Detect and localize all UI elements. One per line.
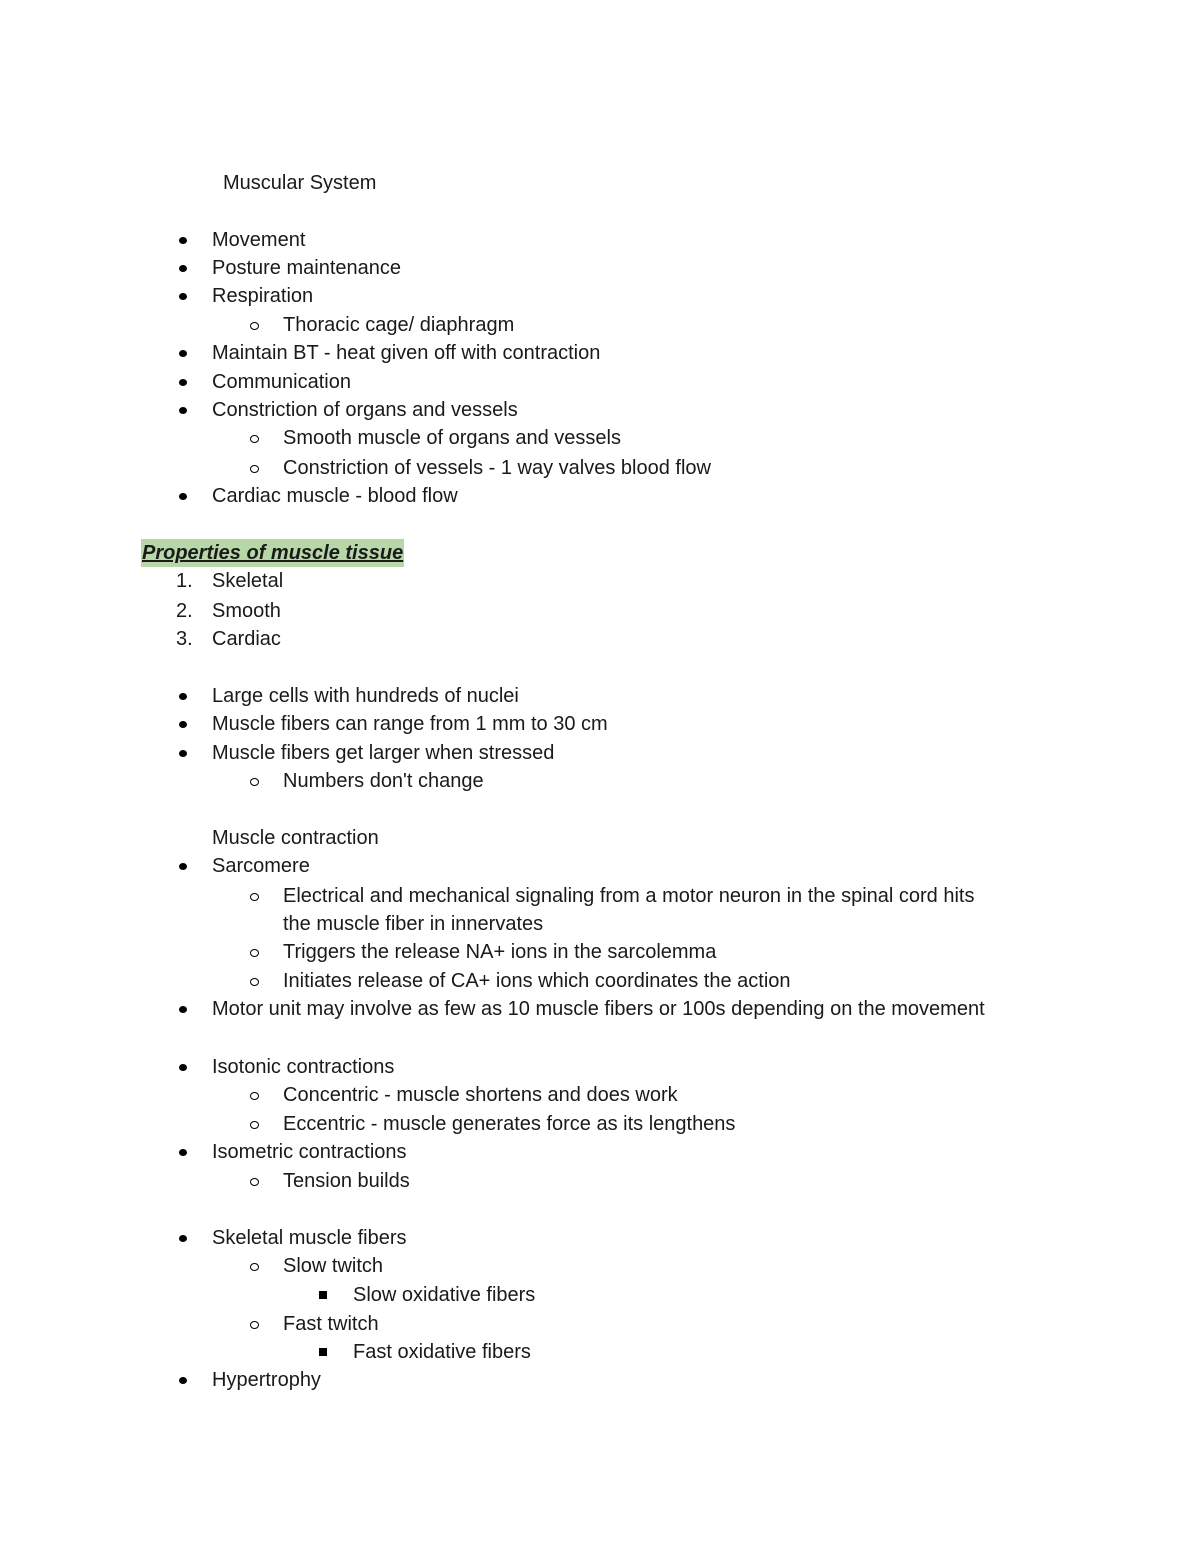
list-item-text: Electrical and mechanical signaling from a motor neuron in the spinal cord hits <box>283 885 975 907</box>
list-number: 2. <box>176 600 193 622</box>
square-bullet-icon <box>319 1291 327 1299</box>
sub-list-item <box>0 1110 1200 1138</box>
list-item <box>0 226 1200 254</box>
sub-list-item <box>0 424 1200 452</box>
sub-list-item <box>0 1310 1200 1338</box>
list-item-text: Slow oxidative fibers <box>353 1284 536 1306</box>
list-item-text: Sarcomere <box>212 855 310 877</box>
bullet-icon <box>179 721 187 728</box>
list-item-text: Triggers the release NA+ ions in the sarcolemma <box>283 941 717 963</box>
list-item-text: Cardiac <box>212 628 281 650</box>
hollow-bullet-icon <box>250 322 259 330</box>
list-item <box>0 682 1200 710</box>
bullet-icon <box>179 237 187 244</box>
bullet-icon <box>179 350 187 357</box>
hollow-bullet-icon <box>250 893 259 901</box>
list-item <box>0 482 1200 510</box>
list-item-text: Skeletal muscle fibers <box>212 1227 407 1249</box>
square-bullet-icon <box>319 1348 327 1356</box>
list-item <box>0 339 1200 367</box>
list-item-text: Motor unit may involve as few as 10 muscle fibers or 100s depending on the movement <box>212 998 985 1020</box>
list-item <box>0 282 1200 310</box>
list-item-text: Posture maintenance <box>212 257 402 279</box>
bullet-icon <box>179 1149 187 1156</box>
list-item-text: Fast oxidative fibers <box>353 1341 531 1363</box>
list-item <box>0 852 1200 880</box>
list-item-text: Communication <box>212 371 351 393</box>
list-item-text: Isometric contractions <box>212 1141 407 1163</box>
sub-list-item <box>0 967 1200 995</box>
bullet-icon <box>179 693 187 700</box>
numbered-item <box>0 567 1200 595</box>
list-item <box>0 1366 1200 1394</box>
hollow-bullet-icon <box>250 435 259 443</box>
bullet-icon <box>179 407 187 414</box>
list-item-text: Muscle fibers get larger when stressed <box>212 742 555 764</box>
list-item-text: Constriction of organs and vessels <box>212 399 518 421</box>
list-item <box>0 995 1200 1023</box>
list-number: 1. <box>176 570 193 592</box>
list-item-text: Concentric - muscle shortens and does work <box>283 1084 678 1106</box>
bullet-icon <box>179 1064 187 1071</box>
sub-list-item <box>0 1081 1200 1109</box>
list-item-text: Smooth <box>212 600 281 622</box>
hollow-bullet-icon <box>250 949 259 957</box>
list-item-text: Eccentric - muscle generates force as its lengthens <box>283 1113 736 1135</box>
list-item-text: Respiration <box>212 285 314 307</box>
bullet-icon <box>179 379 187 386</box>
list-item-text: Maintain BT - heat given off with contraction <box>212 342 601 364</box>
bullet-icon <box>179 1006 187 1013</box>
bullet-icon <box>179 750 187 757</box>
list-item <box>0 710 1200 738</box>
bullet-icon <box>179 265 187 272</box>
hollow-bullet-icon <box>250 1263 259 1271</box>
bullet-icon <box>179 293 187 300</box>
sub-list-item <box>0 938 1200 966</box>
list-item-text: Initiates release of CA+ ions which coordinates the action <box>283 970 791 992</box>
sub-list-item <box>0 454 1200 482</box>
sub-list-item <box>0 767 1200 795</box>
list-item-text: Slow twitch <box>283 1255 384 1277</box>
hollow-bullet-icon <box>250 1121 259 1129</box>
list-item <box>0 1138 1200 1166</box>
numbered-item <box>0 597 1200 625</box>
sub-sub-list-item <box>0 1338 1200 1366</box>
subsection-heading-line <box>0 824 1200 852</box>
list-item <box>0 368 1200 396</box>
list-item <box>0 1053 1200 1081</box>
bullet-icon <box>179 493 187 500</box>
hollow-bullet-icon <box>250 978 259 986</box>
hollow-bullet-icon <box>250 1092 259 1100</box>
list-item-text: the muscle fiber in innervates <box>283 913 544 935</box>
bullet-icon <box>179 863 187 870</box>
hollow-bullet-icon <box>250 465 259 473</box>
hollow-bullet-icon <box>250 778 259 786</box>
sub-list-item <box>0 882 1200 910</box>
hollow-bullet-icon <box>250 1178 259 1186</box>
bullet-icon <box>179 1377 187 1384</box>
section-heading-line <box>0 539 1200 567</box>
list-item <box>0 254 1200 282</box>
list-item-text: Constriction of vessels - 1 way valves blood flow <box>283 457 711 479</box>
list-item-text: Fast twitch <box>283 1313 379 1335</box>
list-item-text: Tension builds <box>283 1170 410 1192</box>
sub-list-item <box>0 1252 1200 1280</box>
list-item-text: Isotonic contractions <box>212 1056 395 1078</box>
section-heading: Properties of muscle tissue <box>141 539 404 567</box>
list-item-text: Muscle fibers can range from 1 mm to 30 cm <box>212 713 608 735</box>
sub-list-item <box>0 311 1200 339</box>
list-item-text: Smooth muscle of organs and vessels <box>283 427 621 449</box>
sub-sub-list-item <box>0 1281 1200 1309</box>
subsection-heading: Muscle contraction <box>212 827 379 849</box>
list-item-text: Cardiac muscle - blood flow <box>212 485 458 507</box>
list-item-text: Large cells with hundreds of nuclei <box>212 685 519 707</box>
list-item <box>0 396 1200 424</box>
list-item-text: Movement <box>212 229 306 251</box>
bullet-icon <box>179 1235 187 1242</box>
list-item <box>0 739 1200 767</box>
list-item-text: Skeletal <box>212 570 284 592</box>
page-title: Muscular System <box>223 172 377 194</box>
hollow-bullet-icon <box>250 1321 259 1329</box>
list-item-text: Thoracic cage/ diaphragm <box>283 314 515 336</box>
list-item-text: Numbers don't change <box>283 770 484 792</box>
sub-list-item-continuation <box>0 910 1200 938</box>
list-number: 3. <box>176 628 193 650</box>
list-item-text: Hypertrophy <box>212 1369 321 1391</box>
list-item <box>0 1224 1200 1252</box>
sub-list-item <box>0 1167 1200 1195</box>
numbered-item <box>0 625 1200 653</box>
